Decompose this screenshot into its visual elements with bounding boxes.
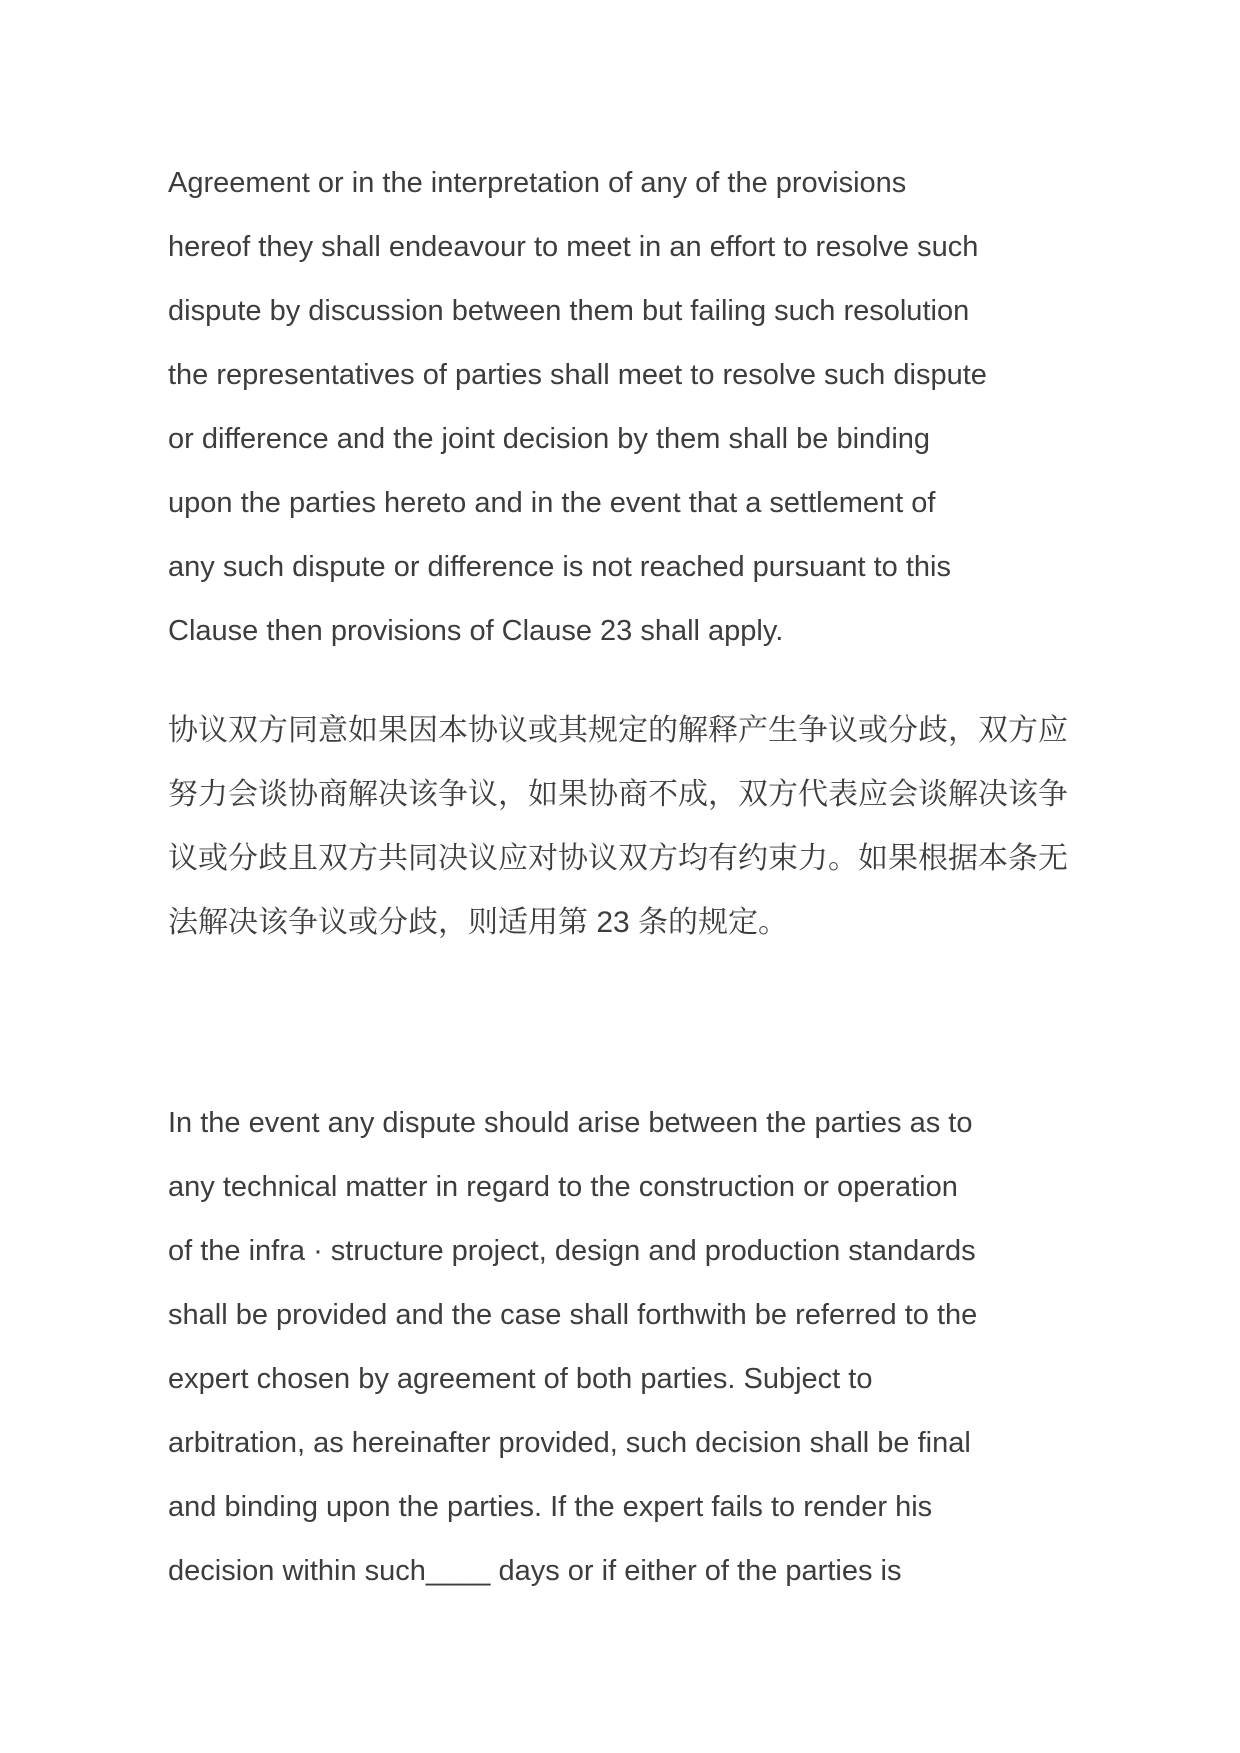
paragraph-2-line-3: 议或分歧且双方共同决议应对协议双方均有约束力。如果根据本条无 [168, 842, 1068, 875]
paragraph-2 [168, 699, 1072, 955]
paragraph-1-line-5: or difference and the joint decision by them shall be binding [168, 423, 931, 455]
paragraph-4 [168, 1091, 1072, 1603]
paragraph-1-line-1: Agreement or in the interpretation of any of the provisions [168, 167, 907, 199]
paragraph-1-line-2: hereof they shall endeavour to meet in an effort to resolve such [168, 231, 979, 263]
paragraph-1-line-3: dispute by discussion between them but failing such resolution [168, 295, 970, 327]
paragraph-4-line-2: any technical matter in regard to the construction or operation [168, 1171, 958, 1203]
document-body [168, 151, 1072, 1603]
paragraph-1-line-4: the representatives of parties shall meet to resolve such dispute [168, 359, 987, 391]
paragraph-2-line-2: 努力会谈协商解决该争议，如果协商不成，双方代表应会谈解决该争 [168, 778, 1068, 811]
paragraph-4-line-3: of the infra · structure project, design and production standards [168, 1235, 976, 1267]
paragraph-4-line-7: and binding upon the parties. If the expert fails to render his [168, 1491, 933, 1523]
paragraph-4-line-6: arbitration, as hereinafter provided, such decision shall be final [168, 1427, 971, 1459]
paragraph-1-line-6: upon the parties hereto and in the event that a settlement of [168, 487, 936, 519]
paragraph-4-line-5: expert chosen by agreement of both parties. Subject to [168, 1363, 873, 1395]
paragraph-4-line-1: In the event any dispute should arise between the parties as to [168, 1107, 973, 1139]
paragraph-1 [168, 151, 1072, 663]
paragraph-1-line-8: Clause then provisions of Clause 23 shall apply. [168, 615, 784, 647]
paragraph-1-line-7: any such dispute or difference is not reached pursuant to this [168, 551, 951, 583]
paragraph-2-line-4: 法解决该争议或分歧，则适用第 23 条的规定。 [168, 906, 789, 939]
paragraph-4-line-8: decision within such____ days or if either of the parties is [168, 1555, 902, 1587]
paragraph-3 [168, 991, 1072, 1055]
paragraph-4-line-4: shall be provided and the case shall forthwith be referred to the [168, 1299, 978, 1331]
paragraph-3-line-1 [168, 991, 1072, 1055]
paragraph-2-line-1: 协议双方同意如果因本协议或其规定的解释产生争议或分歧，双方应 [168, 714, 1068, 747]
